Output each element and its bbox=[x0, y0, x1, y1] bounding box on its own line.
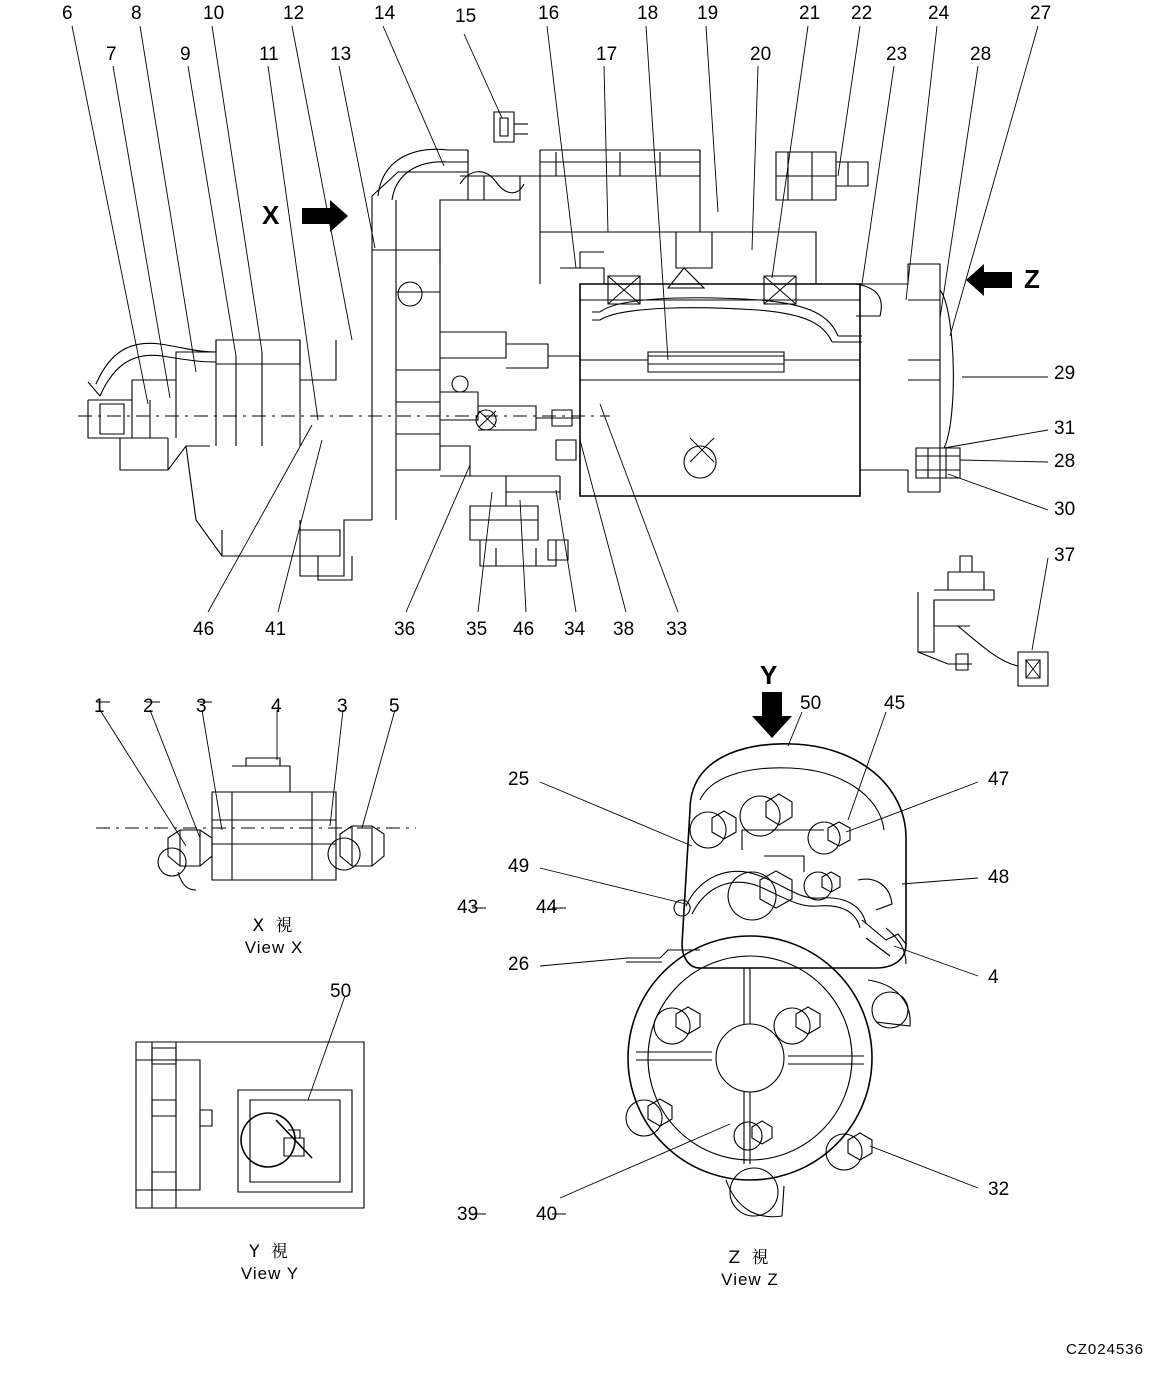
callout-13: 13 bbox=[330, 44, 352, 65]
callout-23: 23 bbox=[886, 44, 908, 65]
callout-38: 38 bbox=[613, 619, 635, 640]
drawing-code: CZ024536 bbox=[1065, 1341, 1144, 1358]
leader-lines-right bbox=[944, 377, 1048, 650]
view-x-drawing bbox=[96, 702, 416, 890]
view-y-arrow bbox=[752, 692, 792, 738]
callout-29: 29 bbox=[1054, 363, 1076, 384]
view-x-caption bbox=[184, 916, 364, 959]
callout-8: 8 bbox=[131, 3, 142, 24]
callout-48: 48 bbox=[988, 867, 1010, 888]
starter-motor-main-assembly bbox=[88, 112, 960, 580]
callout-3-a: 3 bbox=[196, 696, 207, 717]
callout-1: 1 bbox=[94, 696, 105, 717]
callout-15: 15 bbox=[455, 6, 477, 27]
callout-33: 33 bbox=[666, 619, 688, 640]
callout-4-z: 4 bbox=[988, 967, 999, 988]
view-z-caption-cjk: Z 視 bbox=[728, 1248, 772, 1268]
callout-17: 17 bbox=[596, 44, 618, 65]
callout-32: 32 bbox=[988, 1179, 1010, 1200]
callout-31: 31 bbox=[1054, 418, 1076, 439]
leader-lines-top bbox=[72, 26, 1038, 420]
callout-11: 11 bbox=[259, 44, 279, 65]
callout-22: 22 bbox=[851, 3, 873, 24]
view-y-caption bbox=[180, 1242, 360, 1285]
callout-27: 27 bbox=[1030, 3, 1052, 24]
callout-39: 39 bbox=[457, 1204, 479, 1225]
view-x-caption-cjk: X 視 bbox=[252, 916, 296, 936]
callout-50-viewy: 50 bbox=[330, 981, 352, 1002]
view-x-caption-en: View X bbox=[244, 938, 304, 958]
callout-43: 43 bbox=[457, 897, 479, 918]
view-y-caption-cjk: Y 視 bbox=[249, 1242, 291, 1262]
part-37-bracket bbox=[918, 556, 1048, 686]
view-z-arrow-label: Z bbox=[1024, 264, 1040, 294]
callout-6: 6 bbox=[62, 3, 73, 24]
view-y-caption-en: View Y bbox=[240, 1264, 300, 1284]
callout-46-a: 46 bbox=[193, 619, 215, 640]
leader-lines-bottom bbox=[208, 404, 678, 612]
view-x-arrow-label: X bbox=[262, 200, 280, 230]
callout-35: 35 bbox=[466, 619, 488, 640]
callout-34: 34 bbox=[564, 619, 586, 640]
callout-2: 2 bbox=[143, 696, 154, 717]
callout-44: 44 bbox=[536, 897, 558, 918]
callout-28-right: 28 bbox=[1054, 451, 1076, 472]
view-z-arrow bbox=[966, 264, 1012, 296]
callout-25: 25 bbox=[508, 769, 530, 790]
callout-14: 14 bbox=[374, 3, 396, 24]
callout-16: 16 bbox=[538, 3, 560, 24]
view-z-caption bbox=[660, 1248, 840, 1291]
callout-26: 26 bbox=[508, 954, 530, 975]
callout-21: 21 bbox=[799, 3, 821, 24]
view-z-drawing bbox=[472, 712, 978, 1217]
callout-4-x: 4 bbox=[271, 696, 282, 717]
callout-46-b: 46 bbox=[513, 619, 535, 640]
callout-20: 20 bbox=[750, 44, 772, 65]
callout-50-viewz: 50 bbox=[800, 693, 822, 714]
callout-7: 7 bbox=[106, 44, 117, 65]
callout-24: 24 bbox=[928, 3, 950, 24]
callout-36: 36 bbox=[394, 619, 416, 640]
callout-37: 37 bbox=[1054, 545, 1076, 566]
callout-3-b: 3 bbox=[337, 696, 348, 717]
callout-5: 5 bbox=[389, 696, 400, 717]
callout-12: 12 bbox=[283, 3, 305, 24]
callout-28-top: 28 bbox=[970, 44, 992, 65]
callout-10: 10 bbox=[203, 3, 225, 24]
callout-18: 18 bbox=[637, 3, 659, 24]
view-y-drawing bbox=[136, 996, 364, 1208]
callout-40: 40 bbox=[536, 1204, 558, 1225]
callout-19: 19 bbox=[697, 3, 719, 24]
callout-30: 30 bbox=[1054, 499, 1076, 520]
callout-41: 41 bbox=[265, 619, 287, 640]
view-y-arrow-label: Y bbox=[760, 660, 778, 690]
callout-9: 9 bbox=[180, 44, 191, 65]
view-z-caption-en: View Z bbox=[721, 1270, 779, 1290]
callout-47: 47 bbox=[988, 769, 1010, 790]
view-x-arrow bbox=[302, 200, 348, 232]
callout-45: 45 bbox=[884, 693, 906, 714]
callout-49: 49 bbox=[508, 856, 530, 877]
